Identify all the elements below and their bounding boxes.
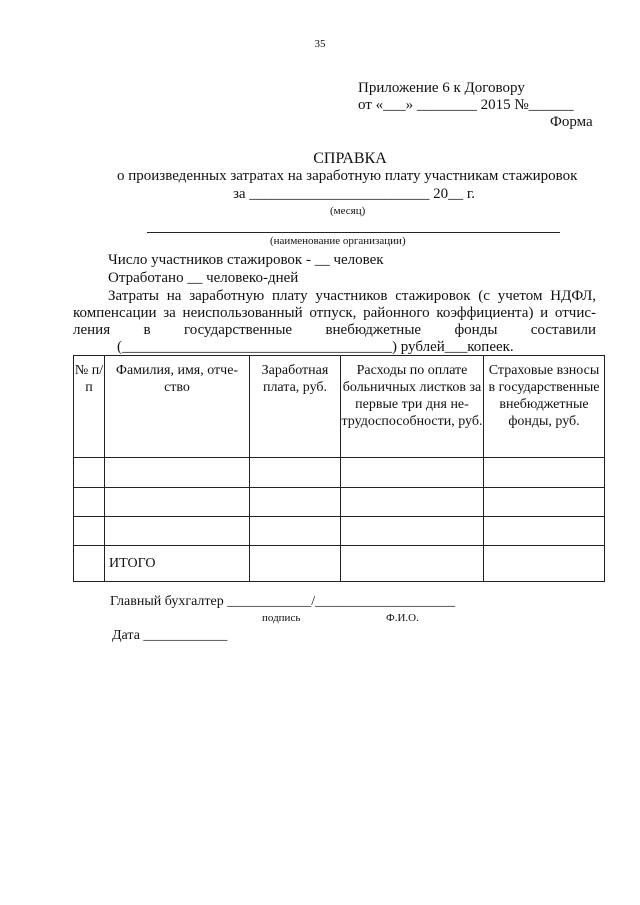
form-label: Форма xyxy=(550,114,593,130)
header-insurance-contributions: Страховые взносы в государственные внебюджетные фонды, руб. xyxy=(484,356,605,458)
header-salary: Заработная плата, руб. xyxy=(250,356,341,458)
table-row xyxy=(74,458,605,488)
chief-accountant-line: Главный бухгалтер ____________/____________________ xyxy=(110,594,456,609)
contract-date-line: от «___» ________ 2015 №______ xyxy=(358,97,574,113)
signature-caption: подпись xyxy=(262,612,301,624)
costs-paragraph-line-4: (____________________________________) рублей___копеек. xyxy=(117,339,514,355)
header-full-name: Фамилия, имя, отче-ство xyxy=(105,356,250,458)
costs-paragraph-line-2: компенсации за неиспользованный отпуск, районного коэффициента) и отчис- xyxy=(73,305,596,321)
total-label: ИТОГО xyxy=(105,546,250,582)
table-total-row xyxy=(74,546,605,582)
table-row xyxy=(74,517,605,546)
period-line: за ________________________ 20__ г. xyxy=(233,186,476,202)
costs-paragraph-line-3: ления в государственные внебюджетные фонды составили xyxy=(73,322,596,338)
organization-line xyxy=(147,232,560,233)
organization-caption: (наименование организации) xyxy=(270,235,406,247)
table-row xyxy=(74,488,605,517)
full-name-caption: Ф.И.О. xyxy=(386,612,419,624)
costs-paragraph-line-1: Затраты на заработную плату участников стажировок (с учетом НДФЛ, xyxy=(108,288,596,304)
participants-count: Число участников стажировок - __ человек xyxy=(108,252,384,268)
header-number: № п/п xyxy=(74,356,105,458)
period-caption: (месяц) xyxy=(330,205,366,217)
page-number: 35 xyxy=(314,38,326,50)
appendix-line: Приложение 6 к Договору xyxy=(358,80,525,96)
document-subtitle: о произведенных затратах на заработную плату участникам стажировок xyxy=(117,168,578,184)
document-title: СПРАВКА xyxy=(313,150,387,167)
worked-days: Отработано __ человеко-дней xyxy=(108,270,299,286)
costs-table xyxy=(73,355,605,582)
header-sick-leave-costs: Расходы по оплате больничных листков за первые три дня не-трудоспособности, руб. xyxy=(341,356,484,458)
table-header-row xyxy=(74,356,605,458)
date-line: Дата ____________ xyxy=(112,628,228,643)
